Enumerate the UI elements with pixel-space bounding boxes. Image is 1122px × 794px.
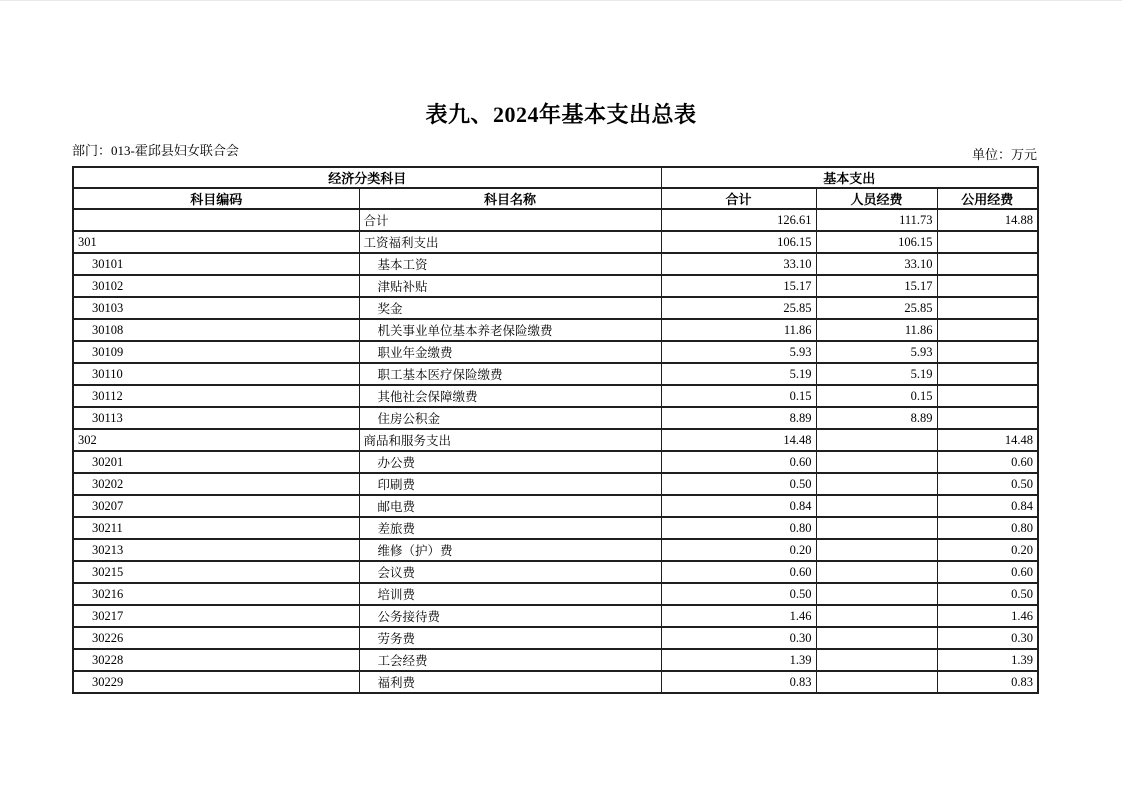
table-row bbox=[73, 429, 1038, 451]
header-economic-classification: 经济分类科目 bbox=[73, 167, 661, 188]
table-row bbox=[73, 319, 1038, 341]
cell-subject-code: 30216 bbox=[73, 583, 359, 605]
cell-subject-name: 商品和服务支出 bbox=[359, 429, 661, 451]
cell-personnel-funds: 5.19 bbox=[816, 363, 937, 385]
cell-total: 25.85 bbox=[661, 297, 816, 319]
table-row bbox=[73, 517, 1038, 539]
header-columns-row bbox=[73, 188, 1038, 209]
cell-subject-name: 工资福利支出 bbox=[359, 231, 661, 253]
cell-subject-name: 其他社会保障缴费 bbox=[359, 385, 661, 407]
cell-total: 15.17 bbox=[661, 275, 816, 297]
cell-subject-name: 奖金 bbox=[359, 297, 661, 319]
cell-subject-name: 印刷费 bbox=[359, 473, 661, 495]
cell-personnel-funds bbox=[816, 561, 937, 583]
cell-total: 0.60 bbox=[661, 561, 816, 583]
header-group-row bbox=[73, 167, 1038, 188]
cell-subject-code: 302 bbox=[73, 429, 359, 451]
cell-subject-code: 30101 bbox=[73, 253, 359, 275]
page-title: 表九、2024年基本支出总表 bbox=[425, 102, 697, 127]
table-row bbox=[73, 671, 1038, 693]
cell-public-funds: 1.46 bbox=[937, 605, 1038, 627]
cell-public-funds: 0.20 bbox=[937, 539, 1038, 561]
cell-personnel-funds bbox=[816, 495, 937, 517]
cell-public-funds bbox=[937, 363, 1038, 385]
cell-total: 0.80 bbox=[661, 517, 816, 539]
table-row bbox=[73, 407, 1038, 429]
cell-public-funds bbox=[937, 275, 1038, 297]
cell-total: 8.89 bbox=[661, 407, 816, 429]
header-public-funds: 公用经费 bbox=[937, 188, 1038, 209]
cell-personnel-funds: 33.10 bbox=[816, 253, 937, 275]
header-basic-expenditure: 基本支出 bbox=[661, 167, 1038, 188]
cell-subject-name: 公务接待费 bbox=[359, 605, 661, 627]
cell-subject-code: 30103 bbox=[73, 297, 359, 319]
cell-total: 0.30 bbox=[661, 627, 816, 649]
table-row bbox=[73, 297, 1038, 319]
table-row bbox=[73, 649, 1038, 671]
table-row bbox=[73, 539, 1038, 561]
cell-total: 126.61 bbox=[661, 209, 816, 231]
table-row bbox=[73, 473, 1038, 495]
cell-subject-name: 住房公积金 bbox=[359, 407, 661, 429]
cell-subject-code: 30228 bbox=[73, 649, 359, 671]
cell-subject-name: 办公费 bbox=[359, 451, 661, 473]
cell-total: 0.50 bbox=[661, 583, 816, 605]
cell-subject-code: 30113 bbox=[73, 407, 359, 429]
cell-subject-code bbox=[73, 209, 359, 231]
table-header bbox=[73, 167, 1038, 209]
cell-total: 11.86 bbox=[661, 319, 816, 341]
cell-public-funds: 0.50 bbox=[937, 583, 1038, 605]
table-body bbox=[73, 209, 1038, 693]
cell-public-funds: 0.60 bbox=[937, 451, 1038, 473]
cell-subject-name: 基本工资 bbox=[359, 253, 661, 275]
cell-total: 0.84 bbox=[661, 495, 816, 517]
table-row bbox=[73, 561, 1038, 583]
cell-total: 106.15 bbox=[661, 231, 816, 253]
cell-public-funds bbox=[937, 407, 1038, 429]
table-row bbox=[73, 341, 1038, 363]
cell-personnel-funds: 106.15 bbox=[816, 231, 937, 253]
cell-total: 0.20 bbox=[661, 539, 816, 561]
cell-public-funds: 0.50 bbox=[937, 473, 1038, 495]
cell-personnel-funds bbox=[816, 451, 937, 473]
header-total: 合计 bbox=[661, 188, 816, 209]
cell-personnel-funds bbox=[816, 671, 937, 693]
cell-subject-code: 301 bbox=[73, 231, 359, 253]
cell-subject-code: 30217 bbox=[73, 605, 359, 627]
cell-subject-code: 30110 bbox=[73, 363, 359, 385]
cell-subject-code: 30229 bbox=[73, 671, 359, 693]
header-personnel-funds: 人员经费 bbox=[816, 188, 937, 209]
cell-total: 1.39 bbox=[661, 649, 816, 671]
cell-public-funds bbox=[937, 253, 1038, 275]
cell-personnel-funds bbox=[816, 517, 937, 539]
cell-subject-name: 维修（护）费 bbox=[359, 539, 661, 561]
cell-subject-name: 邮电费 bbox=[359, 495, 661, 517]
cell-personnel-funds: 25.85 bbox=[816, 297, 937, 319]
cell-total: 0.15 bbox=[661, 385, 816, 407]
cell-subject-code: 30102 bbox=[73, 275, 359, 297]
cell-public-funds bbox=[937, 297, 1038, 319]
cell-subject-code: 30226 bbox=[73, 627, 359, 649]
cell-subject-code: 30215 bbox=[73, 561, 359, 583]
unit-label: 单位：万元 bbox=[971, 147, 1037, 162]
cell-personnel-funds bbox=[816, 649, 937, 671]
cell-total: 1.46 bbox=[661, 605, 816, 627]
cell-subject-name: 工会经费 bbox=[359, 649, 661, 671]
cell-public-funds: 14.48 bbox=[937, 429, 1038, 451]
cell-subject-name: 津贴补贴 bbox=[359, 275, 661, 297]
cell-total: 0.60 bbox=[661, 451, 816, 473]
cell-personnel-funds bbox=[816, 539, 937, 561]
table-row bbox=[73, 605, 1038, 627]
cell-subject-code: 30108 bbox=[73, 319, 359, 341]
table-meta-row bbox=[72, 142, 1037, 162]
cell-subject-code: 30202 bbox=[73, 473, 359, 495]
cell-public-funds: 0.30 bbox=[937, 627, 1038, 649]
cell-personnel-funds: 15.17 bbox=[816, 275, 937, 297]
cell-subject-code: 30112 bbox=[73, 385, 359, 407]
cell-public-funds: 14.88 bbox=[937, 209, 1038, 231]
cell-subject-name: 差旅费 bbox=[359, 517, 661, 539]
cell-subject-code: 30213 bbox=[73, 539, 359, 561]
cell-personnel-funds: 0.15 bbox=[816, 385, 937, 407]
header-subject-code: 科目编码 bbox=[73, 188, 359, 209]
table-row bbox=[73, 583, 1038, 605]
cell-public-funds bbox=[937, 231, 1038, 253]
cell-personnel-funds: 8.89 bbox=[816, 407, 937, 429]
cell-personnel-funds bbox=[816, 583, 937, 605]
cell-total: 5.19 bbox=[661, 363, 816, 385]
department-label: 部门：013-霍邱县妇女联合会 bbox=[72, 143, 239, 158]
basic-expenditure-table bbox=[72, 166, 1039, 694]
cell-subject-code: 30211 bbox=[73, 517, 359, 539]
table-row bbox=[73, 275, 1038, 297]
cell-personnel-funds bbox=[816, 605, 937, 627]
cell-public-funds: 0.80 bbox=[937, 517, 1038, 539]
cell-public-funds: 0.60 bbox=[937, 561, 1038, 583]
cell-public-funds bbox=[937, 341, 1038, 363]
cell-public-funds: 0.84 bbox=[937, 495, 1038, 517]
cell-personnel-funds: 11.86 bbox=[816, 319, 937, 341]
cell-subject-code: 30109 bbox=[73, 341, 359, 363]
cell-total: 33.10 bbox=[661, 253, 816, 275]
table-row bbox=[73, 253, 1038, 275]
cell-public-funds bbox=[937, 385, 1038, 407]
table-row bbox=[73, 627, 1038, 649]
cell-subject-name: 合计 bbox=[359, 209, 661, 231]
cell-public-funds: 1.39 bbox=[937, 649, 1038, 671]
cell-subject-name: 培训费 bbox=[359, 583, 661, 605]
header-subject-name: 科目名称 bbox=[359, 188, 661, 209]
cell-subject-name: 职工基本医疗保险缴费 bbox=[359, 363, 661, 385]
cell-personnel-funds bbox=[816, 473, 937, 495]
table-row bbox=[73, 495, 1038, 517]
table-row bbox=[73, 451, 1038, 473]
cell-personnel-funds bbox=[816, 627, 937, 649]
cell-subject-code: 30201 bbox=[73, 451, 359, 473]
cell-total: 5.93 bbox=[661, 341, 816, 363]
table-row bbox=[73, 385, 1038, 407]
cell-public-funds: 0.83 bbox=[937, 671, 1038, 693]
cell-total: 14.48 bbox=[661, 429, 816, 451]
cell-personnel-funds: 111.73 bbox=[816, 209, 937, 231]
cell-total: 0.83 bbox=[661, 671, 816, 693]
cell-subject-name: 会议费 bbox=[359, 561, 661, 583]
cell-public-funds bbox=[937, 319, 1038, 341]
cell-personnel-funds bbox=[816, 429, 937, 451]
cell-subject-name: 劳务费 bbox=[359, 627, 661, 649]
table-row bbox=[73, 209, 1038, 231]
cell-subject-name: 职业年金缴费 bbox=[359, 341, 661, 363]
cell-subject-name: 福利费 bbox=[359, 671, 661, 693]
cell-total: 0.50 bbox=[661, 473, 816, 495]
table-row bbox=[73, 363, 1038, 385]
cell-personnel-funds: 5.93 bbox=[816, 341, 937, 363]
table-row bbox=[73, 231, 1038, 253]
cell-subject-name: 机关事业单位基本养老保险缴费 bbox=[359, 319, 661, 341]
cell-subject-code: 30207 bbox=[73, 495, 359, 517]
